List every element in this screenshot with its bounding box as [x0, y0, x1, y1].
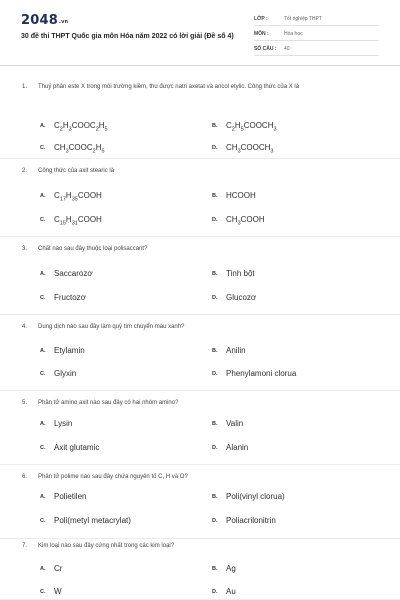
option-text: Poli(vinyl clorua) [226, 492, 285, 501]
option-letter: C. [40, 445, 46, 451]
option-text: Cr [54, 564, 63, 573]
question-text: Kim loại nào sau đây cứng nhất trong các kim loại? [38, 543, 175, 549]
site-logo[interactable] [21, 13, 68, 28]
answer-option-d[interactable] [212, 516, 276, 525]
answer-option-c[interactable] [40, 587, 62, 596]
logo-text: 2048 [21, 13, 58, 28]
option-letter: A. [40, 494, 46, 500]
question-text: Chất nào sau đây thuộc loại polisaccarit? [38, 246, 148, 252]
question-number: 2. [22, 168, 28, 174]
answer-option-b[interactable] [212, 121, 277, 133]
question-number: 5. [22, 400, 28, 406]
option-text: $CH_3COOH$ [226, 215, 265, 227]
option-text: $C_2H_5COOCH_3$ [226, 121, 277, 133]
question-number: 1. [22, 84, 28, 90]
option-letter: D. [212, 518, 218, 524]
question-number: 6. [22, 474, 28, 480]
option-letter: C. [40, 518, 46, 524]
option-text: Alanin [226, 443, 249, 452]
question-block [0, 315, 400, 391]
option-letter: B. [212, 348, 218, 354]
logo-suffix: .vn [58, 19, 69, 25]
option-text: W [54, 587, 62, 596]
meta-label: SỐ CÂU : [254, 46, 277, 52]
answer-option-a[interactable] [40, 191, 102, 203]
question-block [0, 465, 400, 539]
answer-option-b[interactable] [212, 346, 246, 355]
answer-option-b[interactable] [212, 419, 243, 428]
option-letter: C. [40, 295, 46, 301]
meta-value: Tốt nghiệp THPT [284, 16, 322, 22]
question-text: Công thức của axit stearic là [38, 168, 115, 174]
question-number: 7. [22, 543, 28, 549]
question-block [0, 539, 400, 600]
answer-option-d[interactable] [212, 143, 273, 155]
answer-option-a[interactable] [40, 492, 86, 501]
question-block [0, 67, 400, 159]
answer-option-c[interactable] [40, 143, 105, 155]
option-text: Glyxin [54, 369, 77, 378]
answer-option-b[interactable] [212, 492, 285, 501]
option-letter: D. [212, 589, 218, 595]
option-text: Glucozơ [226, 293, 257, 302]
option-text: Tinh bột [226, 269, 255, 278]
option-text: Au [226, 587, 236, 596]
meta-value: 40 [284, 46, 290, 52]
option-text: Anilin [226, 346, 246, 355]
option-text: Saccarozơ [54, 269, 93, 278]
meta-value: Hóa học [284, 31, 303, 37]
option-letter: B. [212, 494, 218, 500]
answer-option-d[interactable] [212, 215, 265, 227]
option-letter: B. [212, 421, 218, 427]
answer-option-c[interactable] [40, 369, 76, 378]
option-text: Valin [226, 419, 244, 428]
question-stem [22, 473, 188, 482]
option-text: Ag [226, 564, 236, 573]
answer-option-c[interactable] [40, 516, 131, 525]
option-letter: A. [40, 421, 46, 427]
option-text: Fructozơ [54, 293, 86, 302]
answer-option-b[interactable] [212, 269, 255, 278]
option-letter: A. [40, 566, 46, 572]
option-text: $C_{15}H_{31}COOH$ [54, 215, 102, 227]
meta-subject [254, 29, 379, 41]
meta-label: MÔN : [254, 31, 269, 37]
question-stem [22, 399, 179, 408]
option-letter: C. [40, 371, 46, 377]
option-letter: B. [212, 566, 218, 572]
answer-option-c[interactable] [40, 443, 99, 452]
answer-option-d[interactable] [212, 293, 256, 302]
question-block [0, 391, 400, 465]
option-letter: C. [40, 217, 46, 223]
answer-option-b[interactable] [212, 191, 256, 200]
option-text: Polietilen [54, 492, 87, 501]
option-text: Phenylamoni clorua [226, 369, 297, 378]
exam-header [0, 0, 400, 66]
answer-option-c[interactable] [40, 215, 102, 227]
option-text: Poliacrilonitrin [226, 516, 276, 525]
answer-option-d[interactable] [212, 443, 248, 452]
question-text: Phân tử amino axit nào sau đây có hai nhóm amino? [38, 400, 179, 406]
option-text: Lysin [54, 419, 73, 428]
answer-option-a[interactable] [40, 121, 108, 133]
option-letter: B. [212, 123, 218, 129]
question-stem [22, 245, 148, 254]
option-letter: D. [212, 371, 218, 377]
option-letter: A. [40, 193, 46, 199]
option-text: Poli(metyl metacrylat) [54, 516, 131, 525]
option-letter: D. [212, 445, 218, 451]
answer-option-b[interactable] [212, 564, 236, 573]
option-letter: B. [212, 193, 218, 199]
answer-option-d[interactable] [212, 369, 296, 378]
option-letter: C. [40, 145, 46, 151]
option-text: $CH_3COOCH_3$ [226, 143, 274, 155]
option-letter: A. [40, 271, 46, 277]
meta-count [254, 44, 379, 56]
option-text: Etylamin [54, 346, 85, 355]
answer-option-a[interactable] [40, 419, 72, 428]
question-stem [22, 167, 115, 176]
question-number: 4. [22, 324, 28, 330]
question-text: Phân tử polime nào sau đây chứa nguyên tố C, H và O? [38, 474, 188, 480]
question-block [0, 237, 400, 315]
answer-option-d[interactable] [212, 587, 236, 596]
question-stem [22, 323, 185, 332]
option-letter: D. [212, 217, 218, 223]
question-number: 3. [22, 246, 28, 252]
question-stem [22, 83, 300, 92]
meta-class [254, 14, 379, 26]
option-letter: C. [40, 589, 46, 595]
option-letter: A. [40, 123, 46, 129]
question-block [0, 159, 400, 237]
answer-option-a[interactable] [40, 346, 85, 355]
question-text: Dung dịch nào sau đây làm quỳ tím chuyển màu xanh? [38, 324, 185, 330]
meta-label: LỚP : [254, 16, 268, 22]
option-text: $CH_3COOC_2H_5$ [54, 143, 105, 155]
option-letter: D. [212, 145, 218, 151]
option-text: $C_{17}H_{35}COOH$ [54, 191, 102, 203]
option-text: HCOOH [226, 191, 256, 200]
exam-title: 30 đề thi THPT Quốc gia môn Hóa năm 2022 có lời giải (Đề số 4) [21, 33, 234, 40]
question-text: Thuỷ phân este X trong môi trường kiềm, thu được natri axetat và ancol etylic. Công thức của X là [38, 84, 300, 90]
answer-option-c[interactable] [40, 293, 86, 302]
answer-option-a[interactable] [40, 269, 93, 278]
question-stem [22, 542, 175, 551]
option-letter: B. [212, 271, 218, 277]
option-text: $C_2H_3COOC_2H_5$ [54, 121, 108, 133]
answer-option-a[interactable] [40, 564, 62, 573]
option-letter: A. [40, 348, 46, 354]
option-text: Axit glutamic [54, 443, 100, 452]
option-letter: D. [212, 295, 218, 301]
